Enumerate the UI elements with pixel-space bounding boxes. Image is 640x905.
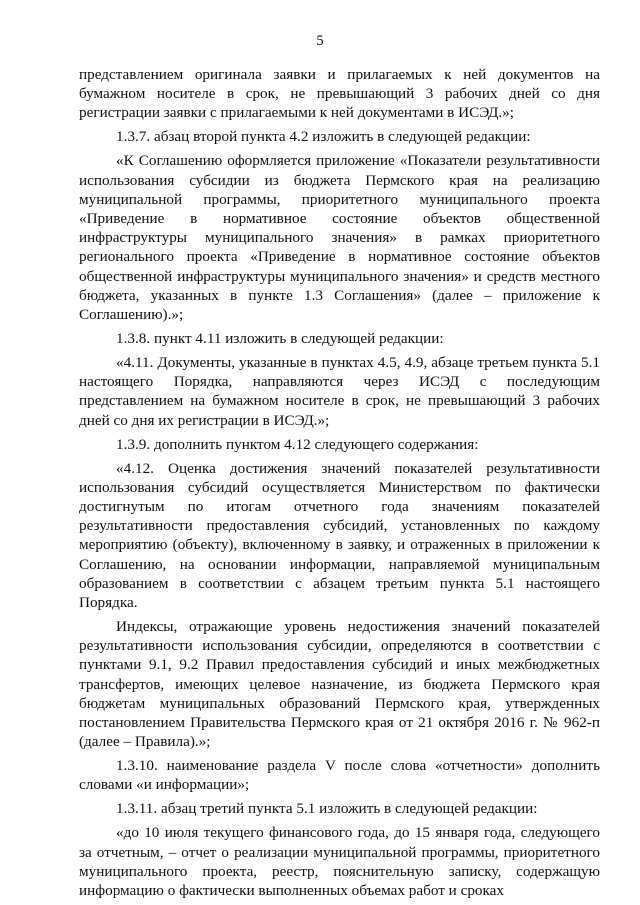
paragraph-indexes: Индексы, отражающие уровень недостижения значений показателей результативности использования субсидии, определяются в соответствии с пунктами 9.1, 9.2 Правил предоставления субсидий и иных межбюджетных трансфертов, имеющих целевое назначение, из бюджета Пермского края бюджетам муниципальных образований Пермского края, утвержденных постановлением Правительства Пермского края от 21 октября 2016 г. № 962-п (далее – Правила).»; — [79, 618, 600, 751]
paragraph-item-4-12: «4.12. Оценка достижения значений показателей результативности использования субсидий осуществляется Министерством по фактически достигнутым по итогам отчетного года значениям показателей результативности предоставления субсидий, установленных по каждому мероприятию (объекту), включенному в заявку, и отраженных в приложении к Соглашению, на основании информации, направляемой муниципальным образованием в соответствии с абзацем третьим пункта 5.1 настоящего Порядка. — [79, 459, 600, 612]
page-number: 5 — [316, 33, 324, 49]
paragraph-1-3-11: 1.3.11. абзац третий пункта 5.1 изложить в следующей редакции: — [116, 800, 538, 818]
paragraph-1-3-10: 1.3.10. наименование раздела V после слова «отчетности» дополнить словами «и информации»; — [79, 757, 600, 794]
paragraph-deadline: «до 10 июля текущего финансового года, до 15 января года, следующего за отчетным, – отчет о реализации муниципальной программы, приоритетного муниципального проекта, реестр, пояснительную записку, содержащую информацию о фактически выполненных объемах работ и сроках — [79, 824, 600, 900]
paragraph-1-3-9: 1.3.9. дополнить пунктом 4.12 следующего содержания: — [116, 435, 479, 453]
paragraph-agreement-appendix: «К Соглашению оформляется приложение «Показатели результативности использования субсидии из бюджета Пермского края на реализацию муниципальной программы, приоритетного муниципального проекта «Приведение в нормативное состояние объектов общественной инфраструктуры муниципального значения» в рамках приоритетного регионального проекта «Приведение в нормативное состояние объектов общественной инфраструктуры муниципального значения» и средств местного бюджета, указанных в пункте 1.3 Соглашения» (далее – приложение к Соглашению).»; — [79, 152, 600, 324]
document-body — [79, 65, 600, 905]
paragraph-item-4-11: «4.11. Документы, указанные в пунктах 4.5, 4.9, абзаце третьем пункта 5.1 настоящего Порядка, направляются через ИСЭД с последующим представлением на бумажном носителе в срок, не превышающий 3 рабочих дней со дня их регистрации в ИСЭД.»; — [79, 354, 600, 429]
paragraph-continuation: представлением оригинала заявки и прилагаемых к ней документов на бумажном носителе в срок, не превышающий 3 рабочих дней со дня регистрации заявки с прилагаемыми к ней документами в ИСЭД.»; — [79, 66, 600, 122]
paragraph-1-3-7: 1.3.7. абзац второй пункта 4.2 изложить в следующей редакции: — [116, 128, 531, 146]
paragraph-1-3-8: 1.3.8. пункт 4.11 изложить в следующей редакции: — [116, 330, 444, 348]
